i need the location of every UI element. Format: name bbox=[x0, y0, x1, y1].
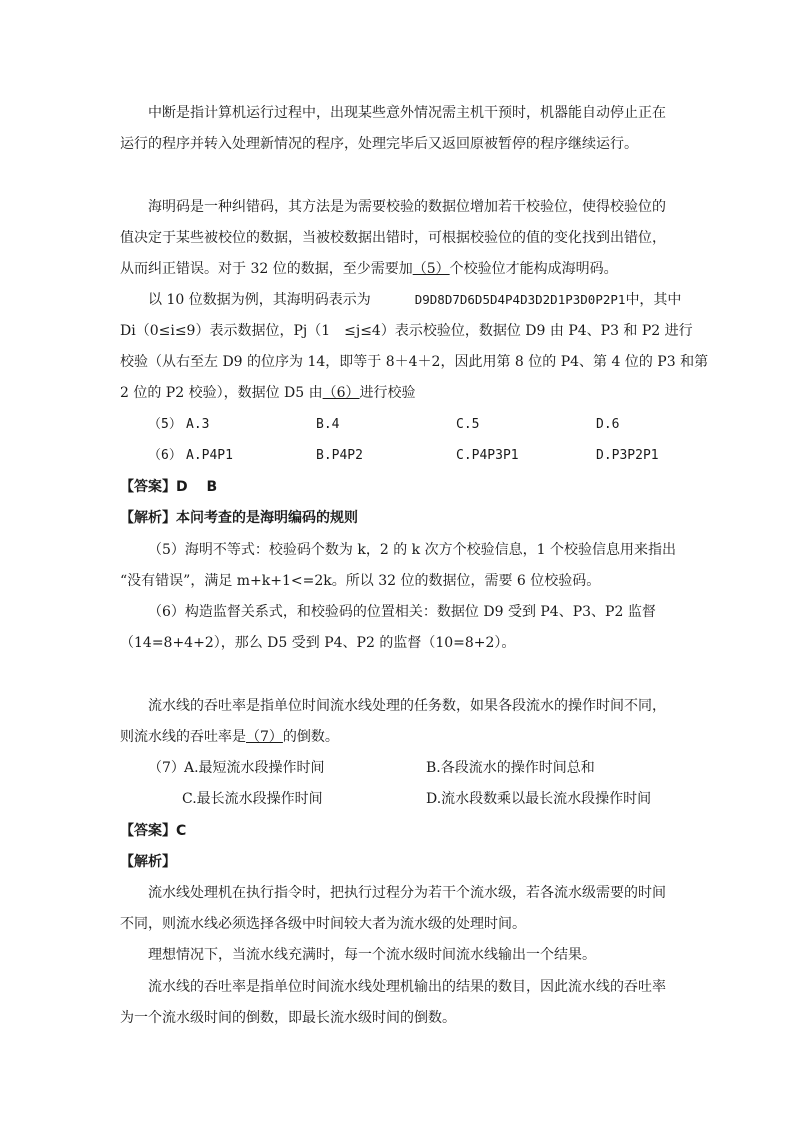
para-pipeline-line-1: 流水线的吞吐率是指单位时间流水线处理的任务数，如果各段流水的操作时间不同， bbox=[148, 698, 666, 714]
option-a: A.P4P1 bbox=[186, 448, 233, 463]
analysis-2-line-1: 流水线处理机在执行指令时，把执行过程分为若干个流水级，若各流水级需要的时间 bbox=[148, 885, 666, 901]
analysis-2-line-4: 流水线的吞吐率是指单位时间流水线处理机输出的结果的数目，因此流水线的吞吐率 bbox=[148, 979, 666, 995]
analysis-1-line-3: （6）构造监督关系式，和校验码的位置相关：数据位 D9 受到 P4、P3、P2 监督 bbox=[148, 604, 656, 620]
option-d: D.流水段数乘以最长流水段操作时间 bbox=[426, 791, 652, 807]
analysis-1-line-1: （5）海明不等式：校验码个数为 k，2 的 k 次方个校验信息，1 个校验信息用来指出 bbox=[148, 542, 676, 558]
text-segment: 个校验位才能构成海明码。 bbox=[449, 261, 618, 277]
para-hamming-line-2: 值决定于某些被校位的数据，当被校数据出错时，可根据校验位的值的变化找到出错位， bbox=[120, 230, 666, 246]
para-hamming-line-1: 海明码是一种纠错码，其方法是为需要校验的数据位增加若干校验位，使得校验位的 bbox=[148, 199, 666, 215]
option-b: B.P4P2 bbox=[316, 448, 363, 463]
para-hamming-line-5 bbox=[120, 322, 693, 340]
option-c: C.最长流水段操作时间 bbox=[182, 791, 323, 807]
blank-7: （7） bbox=[246, 729, 283, 745]
para-hamming-line-3 bbox=[120, 260, 618, 278]
text-segment: 2 位的 P2 校验），数据位 D5 由 bbox=[120, 385, 323, 401]
option-d: D.6 bbox=[596, 417, 620, 432]
answer-1: 【答案】D B bbox=[120, 479, 218, 495]
analysis-1-heading: 【解析】本问考查的是海明编码的规则 bbox=[120, 510, 358, 526]
text-segment: 进行校验 bbox=[359, 385, 416, 401]
para-hamming-line-6: 校验（从右至左 D9 的位序为 14，即等于 8＋4＋2，因此用第 8 位的 P4、第 4 位的 P3 和第 bbox=[120, 354, 709, 370]
text-segment: 以 10 位数据为例，其海明码表示为 bbox=[148, 292, 371, 308]
para-pipeline-line-2 bbox=[120, 728, 339, 746]
option-label: （5） bbox=[148, 417, 182, 432]
text-segment: 从而纠正错误。对于 32 位的数据，至少需要加 bbox=[120, 261, 413, 277]
text-segment: 中，其中 bbox=[625, 292, 682, 308]
option-b: B.4 bbox=[316, 417, 340, 432]
option-c: C.P4P3P1 bbox=[456, 448, 519, 463]
option-label: （6） bbox=[148, 448, 182, 463]
analysis-2-heading: 【解析】 bbox=[120, 854, 176, 870]
blank-6: （6） bbox=[322, 385, 360, 401]
text-segment: Di（0≤i≤9）表示数据位，Pj（1 bbox=[120, 323, 331, 339]
analysis-1-line-4: （14=8+4+2），那么 D5 受到 P4、P2 的监督（10=8+2）。 bbox=[120, 635, 516, 651]
option-a: A.最短流水段操作时间 bbox=[184, 760, 325, 776]
option-d: D.P3P2P1 bbox=[596, 448, 659, 463]
option-label: （7） bbox=[148, 760, 185, 776]
option-b: B.各段流水的操作时间总和 bbox=[426, 760, 595, 776]
para-interrupt-line-1: 中断是指计算机运行过程中，出现某些意外情况需主机干预时，机器能自动停止正在 bbox=[148, 105, 666, 121]
analysis-2-line-5: 为一个流水级时间的倒数，即最长流水级时间的倒数。 bbox=[120, 1010, 456, 1026]
analysis-2-line-3: 理想情况下，当流水线充满时，每一个流水级时间流水线输出一个结果。 bbox=[148, 947, 596, 963]
para-interrupt-line-2: 运行的程序并转入处理新情况的程序，处理完毕后又返回原被暂停的程序继续运行。 bbox=[120, 136, 638, 152]
blank-5: （5） bbox=[412, 261, 450, 277]
analysis-1-line-2: “没有错误”，满足 m+k+1<=2k。所以 32 位的数据位，需要 6 位校验码。 bbox=[120, 573, 601, 589]
option-c: C.5 bbox=[456, 417, 480, 432]
answer-2: 【答案】C bbox=[120, 823, 187, 839]
para-hamming-line-4 bbox=[148, 291, 681, 309]
text-segment: ≤j≤4）表示校验位，数据位 D9 由 P4、P3 和 P2 进行 bbox=[344, 323, 693, 339]
text-segment: 则流水线的吞吐率是 bbox=[120, 729, 246, 745]
text-segment: 的倒数。 bbox=[282, 729, 339, 745]
analysis-2-line-2: 不同，则流水线必须选择各级中时间较大者为流水级的处理时间。 bbox=[120, 916, 526, 932]
option-a: A.3 bbox=[186, 417, 210, 432]
para-hamming-line-7 bbox=[120, 384, 416, 402]
hamming-code-expression: D9D8D7D6D5D4P4D3D2D1P3D0P2P1 bbox=[414, 292, 626, 307]
